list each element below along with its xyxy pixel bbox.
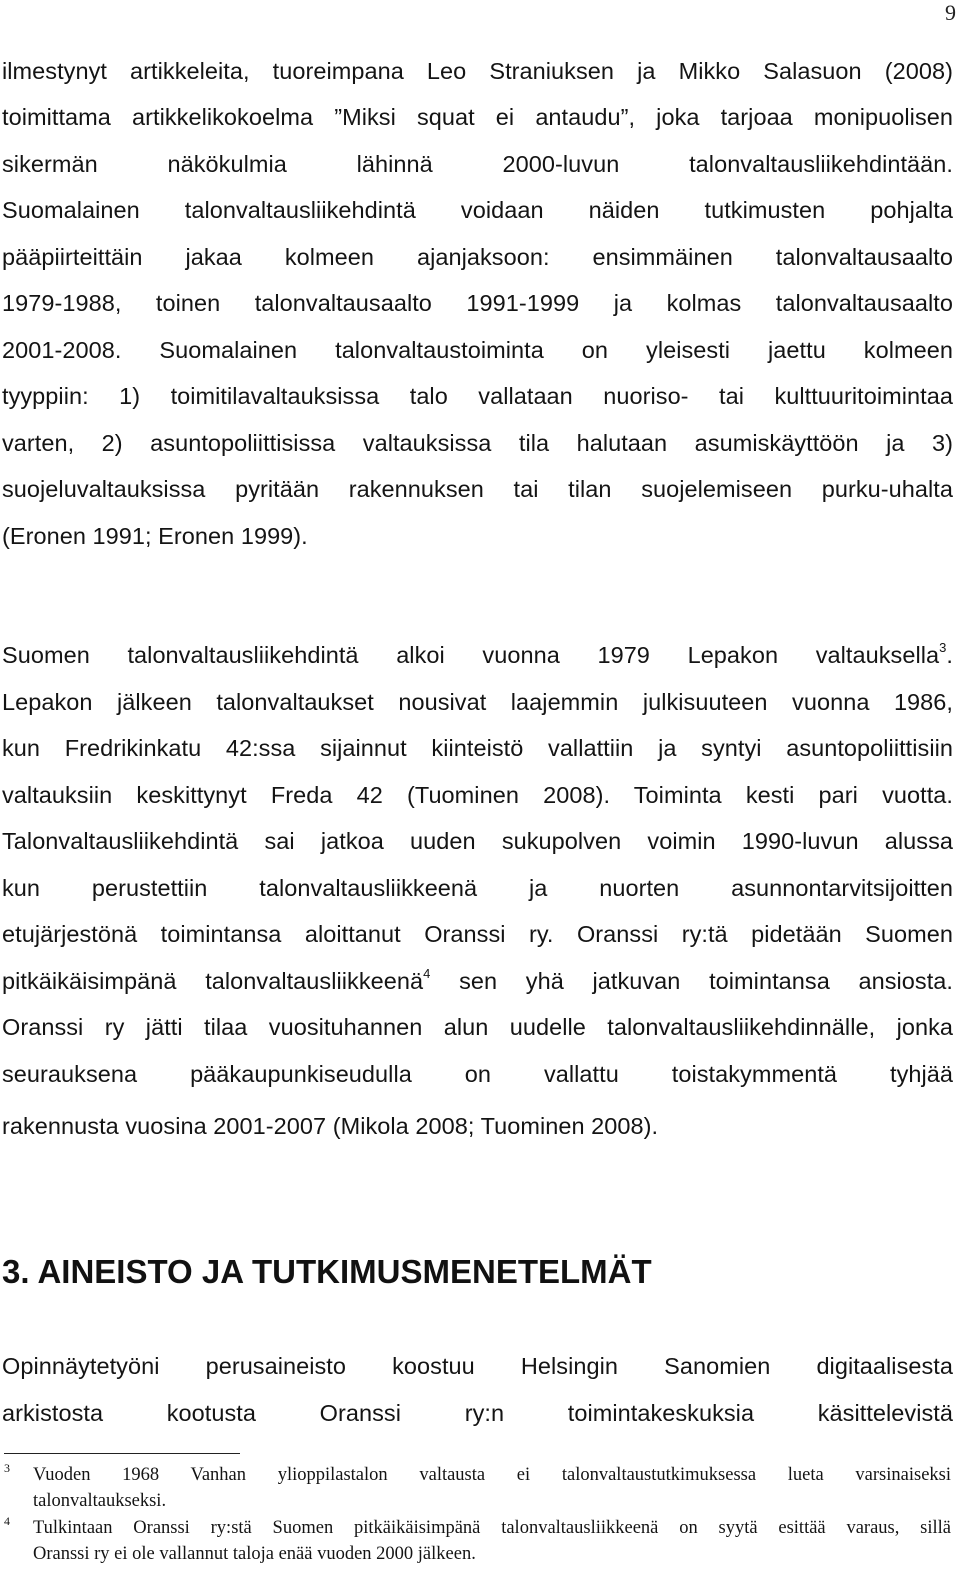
footnote-mark: 3 <box>4 1461 10 1475</box>
text-line: seurauksena pääkaupunkiseudulla on vallattu toistakymmentä tyhjää <box>2 1061 953 1087</box>
footnote-mark: 4 <box>4 1514 10 1528</box>
text-line: ilmestynyt artikkeleita, tuoreimpana Leo Straniuksen ja Mikko Salasuon (2008) <box>2 58 953 84</box>
text-line-with-footnote-ref <box>2 642 953 669</box>
text-line: rakennusta vuosina 2001-2007 (Mikola 2008; Tuominen 2008). <box>2 1113 659 1139</box>
text-line: kun Fredrikinkatu 42:ssa sijainnut kiinteistö vallattiin ja syntyi asuntopoliittisiin <box>2 735 953 761</box>
page-number: 9 <box>945 0 956 25</box>
text-line: 2001-2008. Suomalainen talonvaltaustoiminta on yleisesti jaettu kolmeen <box>2 337 953 363</box>
text-line: tyyppiin: 1) toimitilavaltauksissa talo vallataan nuoriso- tai kulttuuritoimintaa <box>2 383 953 409</box>
text-line: varten, 2) asuntopoliittisissa valtauksissa tila halutaan asumiskäyttöön ja 3) <box>2 430 953 456</box>
text-segment: Suomen talonvaltausliikehdintä alkoi vuonna 1979 Lepakon valtauksella <box>2 642 940 668</box>
footnote-ref-4: 4 <box>423 966 431 982</box>
footnote-line: Oranssi ry ei ole vallannut taloja enää vuoden 2000 jälkeen. <box>33 1544 476 1564</box>
text-segment: pitkäikäisimpänä talonvaltausliikkeenä <box>2 968 424 994</box>
footnote-line: Vuoden 1968 Vanhan ylioppilastalon valtausta ei talonvaltaustutkimuksessa lueta varsinaiseksi <box>33 1465 951 1485</box>
text-line: Oranssi ry jätti tilaa vuosituhannen alun uudelle talonvaltausliikehdinnälle, jonka <box>2 1014 953 1040</box>
text-line: toimittama artikkelikokoelma ”Miksi squat ei antaudu”, joka tarjoaa monipuolisen <box>2 104 953 130</box>
text-line: pääpiirteittäin jakaa kolmeen ajanjaksoon: ensimmäinen talonvaltausaalto <box>2 244 953 270</box>
text-line: Opinnäytetyöni perusaineisto koostuu Helsingin Sanomien digitaalisesta <box>2 1353 953 1379</box>
text-line: arkistosta kootusta Oranssi ry:n toimintakeskuksia käsittelevistä <box>2 1400 953 1426</box>
section-heading: 3. AINEISTO JA TUTKIMUSMENETELMÄT <box>2 1253 652 1290</box>
text-line: Suomalainen talonvaltausliikehdintä voidaan näiden tutkimusten pohjalta <box>2 197 953 223</box>
text-line: sikermän näkökulmia lähinnä 2000-luvun talonvaltausliikehdintään. <box>2 151 953 177</box>
text-segment: . <box>946 642 953 668</box>
text-line: valtauksiin keskittynyt Freda 42 (Tuominen 2008). Toiminta kesti pari vuotta. <box>2 782 953 808</box>
footnote-ref-3: 3 <box>939 640 947 656</box>
footnote-separator <box>4 1453 240 1454</box>
text-line: Talonvaltausliikehdintä sai jatkoa uuden sukupolven voimin 1990-luvun alussa <box>2 828 953 854</box>
text-line: 1979-1988, toinen talonvaltausaalto 1991-1999 ja kolmas talonvaltausaalto <box>2 290 953 316</box>
footnote-line: talonvaltaukseksi. <box>33 1491 167 1511</box>
text-line: etujärjestönä toimintansa aloittanut Oranssi ry. Oranssi ry:tä pidetään Suomen <box>2 921 953 947</box>
footnote-line: Tulkintaan Oranssi ry:stä Suomen pitkäikäisimpänä talonvaltausliikkeenä on syytä esittää varaus, sillä <box>33 1518 951 1538</box>
text-line-with-footnote-ref <box>2 968 953 995</box>
text-line: Lepakon jälkeen talonvaltaukset nousivat laajemmin julkisuuteen vuonna 1986, <box>2 689 953 715</box>
text-line: (Eronen 1991; Eronen 1999). <box>2 523 308 549</box>
text-segment: sen yhä jatkuvan toimintansa ansiosta. <box>430 968 953 994</box>
text-line: suojeluvaltauksissa pyritään rakennuksen tai tilan suojelemiseen purku-uhalta <box>2 476 953 502</box>
text-line: kun perustettiin talonvaltausliikkeenä ja nuorten asunnontarvitsijoitten <box>2 875 953 901</box>
